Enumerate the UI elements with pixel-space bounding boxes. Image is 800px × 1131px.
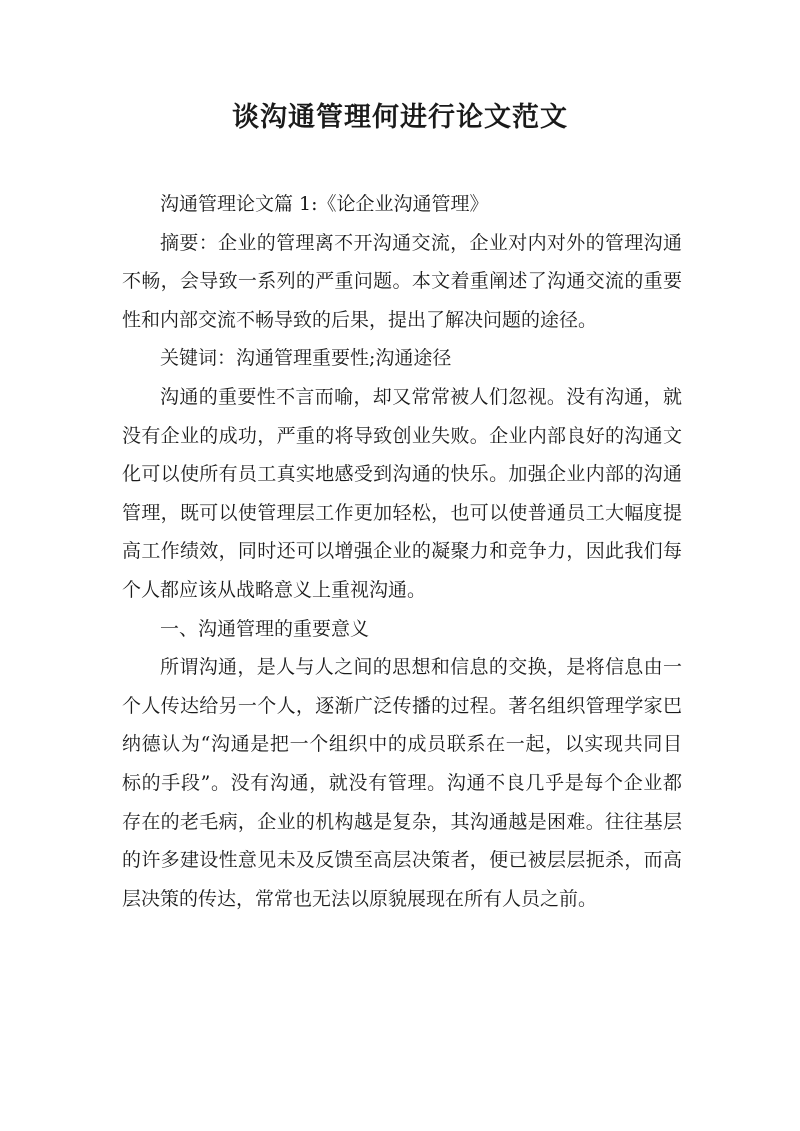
section-heading-1: 一、沟通管理的重要意义 — [160, 617, 370, 640]
document-title: 谈沟通管理何进行论文范文 — [232, 102, 568, 133]
paragraph-article-heading: 沟通管理论文篇 1:《论企业沟通管理》 — [160, 193, 489, 215]
paragraph-section-1: 所谓沟通，是人与人之间的思想和信息的交换，是将信息由一个人传达给另一个人，逐渐广泛传播的过程。著名组织管理学家巴纳德认为“沟通是把一个组织中的成员联系在一起，以实现共同目标的手段”。没有沟通，就没有管理。沟通不良几乎是每个企业都存在的老毛病，企业的机构越是复杂，其沟通越是困难。往往基层的许多建设性意见未及反馈至高层决策者，便已被层层扼杀，而高层决策的传达，常常也无法以原貌展现在所有人员之前。 — [122, 656, 682, 910]
paragraph-abstract: 摘要：企业的管理离不开沟通交流，企业对内对外的管理沟通不畅，会导致一系列的严重问题。本文着重阐述了沟通交流的重要性和内部交流不畅导致的后果，提出了解决问题的途径。 — [122, 231, 682, 331]
document-body — [122, 185, 682, 918]
paragraph-intro: 沟通的重要性不言而喻，却又常常被人们忽视。没有沟通，就没有企业的成功，严重的将导致创业失败。企业内部良好的沟通文化可以使所有员工真实地感受到沟通的快乐。加强企业内部的沟通管理，既可以使管理层工作更加轻松，也可以使普通员工大幅度提高工作绩效，同时还可以增强企业的凝聚力和竞争力，因此我们每个人都应该从战略意义上重视沟通。 — [122, 385, 682, 601]
paragraph-keywords: 关键词：沟通管理重要性;沟通途径 — [160, 347, 452, 370]
